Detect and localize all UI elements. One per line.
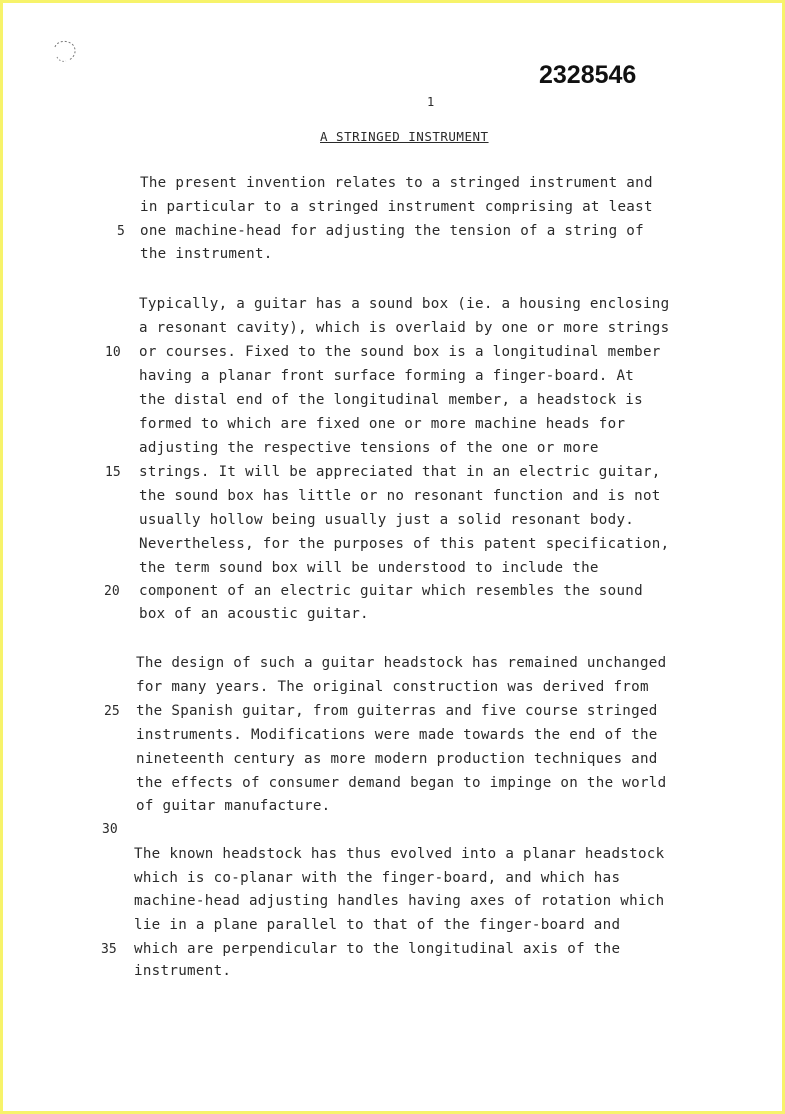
line-number: 15 <box>105 465 121 480</box>
line-number: 35 <box>101 942 117 957</box>
text-line: which is co-planar with the finger-board, and which has <box>134 870 621 886</box>
document-title: A STRINGED INSTRUMENT <box>320 129 489 144</box>
text-line: the effects of consumer demand began to impinge on the world <box>136 775 667 791</box>
scan-mark-icon <box>49 37 79 67</box>
text-line: a resonant cavity), which is overlaid by one or more strings <box>139 320 670 336</box>
text-line: formed to which are fixed one or more machine heads for <box>139 416 626 432</box>
text-line: Typically, a guitar has a sound box (ie. a housing enclosing <box>139 296 670 312</box>
text-line: strings. It will be appreciated that in an electric guitar, <box>139 464 661 480</box>
text-line: The known headstock has thus evolved into a planar headstock <box>134 846 665 862</box>
text-line: box of an acoustic guitar. <box>139 606 369 622</box>
text-line: machine-head adjusting handles having axes of rotation which <box>134 893 665 909</box>
text-line: The design of such a guitar headstock has remained unchanged <box>136 655 667 671</box>
text-line: usually hollow being usually just a solid resonant body. <box>139 512 635 528</box>
text-line: the sound box has little or no resonant function and is not <box>139 488 661 504</box>
line-number: 20 <box>104 584 120 599</box>
line-number: 25 <box>104 704 120 719</box>
text-line: instrument. <box>134 963 232 979</box>
text-line: one machine-head for adjusting the tension of a string of <box>140 223 644 239</box>
text-line: Nevertheless, for the purposes of this patent specification, <box>139 536 670 552</box>
text-line: nineteenth century as more modern production techniques and <box>136 751 658 767</box>
text-line: or courses. Fixed to the sound box is a longitudinal member <box>139 344 661 360</box>
line-number: 30 <box>102 822 118 837</box>
text-line: the instrument. <box>140 246 273 262</box>
text-line: lie in a plane parallel to that of the finger-board and <box>134 917 621 933</box>
text-line: the term sound box will be understood to include the <box>139 560 599 576</box>
line-number: 10 <box>105 345 121 360</box>
text-line: having a planar front surface forming a finger-board. At <box>139 368 635 384</box>
text-line: of guitar manufacture. <box>136 798 331 814</box>
text-line: instruments. Modifications were made towards the end of the <box>136 727 658 743</box>
page-number: 1 <box>427 95 435 109</box>
text-line: The present invention relates to a stringed instrument and <box>140 175 653 191</box>
line-number: 5 <box>117 224 125 239</box>
text-line: the Spanish guitar, from guiterras and five course stringed <box>136 703 658 719</box>
patent-number: 2328546 <box>539 61 637 89</box>
text-line: in particular to a stringed instrument comprising at least <box>140 199 653 215</box>
text-line: adjusting the respective tensions of the one or more <box>139 440 599 456</box>
text-line: for many years. The original construction was derived from <box>136 679 649 695</box>
text-line: which are perpendicular to the longitudinal axis of the <box>134 941 621 957</box>
text-line: the distal end of the longitudinal member, a headstock is <box>139 392 643 408</box>
text-line: component of an electric guitar which resembles the sound <box>139 583 643 599</box>
